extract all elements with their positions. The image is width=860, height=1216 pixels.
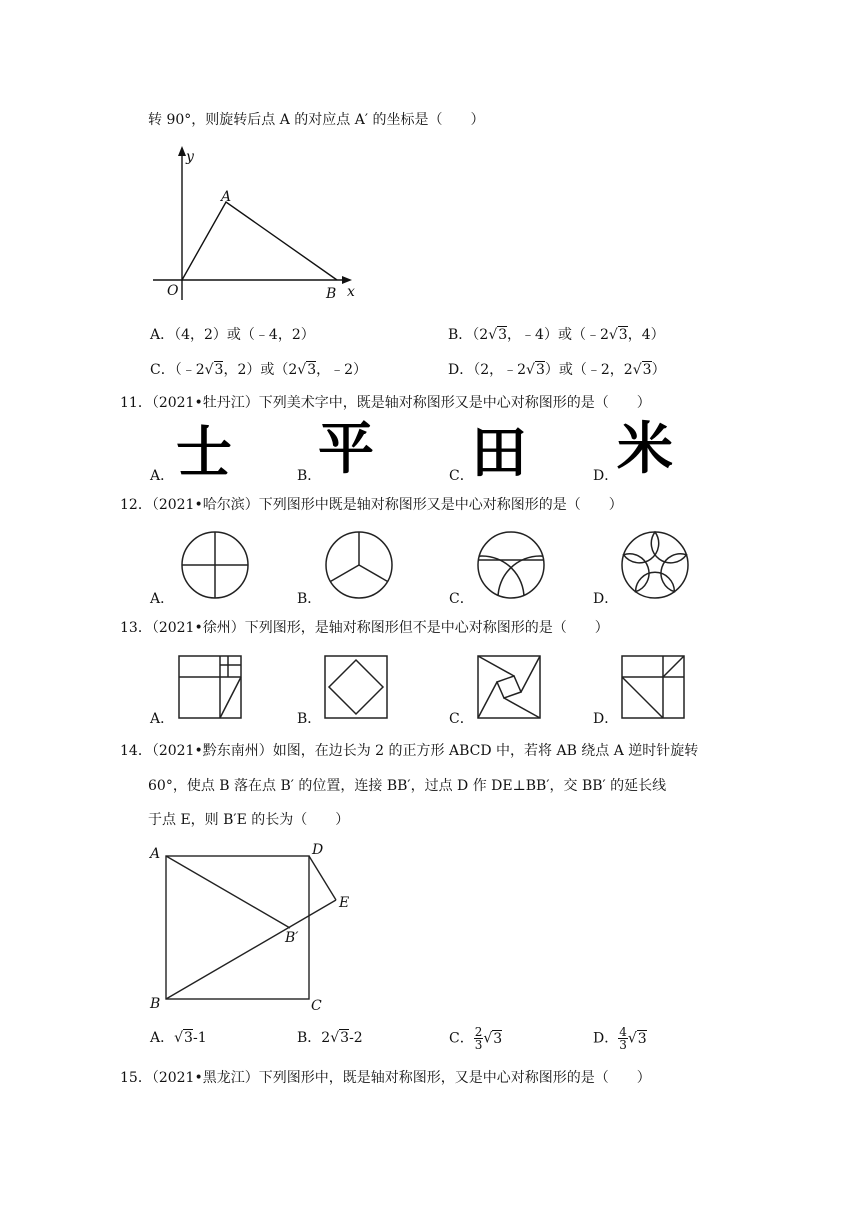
q14-fig-b-label: B (150, 996, 161, 1012)
q10-fig-x-label: x (347, 284, 355, 300)
q13-figure-a (178, 655, 242, 719)
q13-figure-b (324, 655, 388, 719)
q10-option-c: C．（﹣2√3，2）或（2√3，﹣2） (150, 362, 368, 378)
q13-stem: 13．（2021•徐州）下列图形，是轴对称图形但不是中心对称图形的是（ ） (120, 620, 609, 636)
q14-fig-d-label: D (312, 842, 324, 858)
q12-label-b: B． (297, 591, 322, 607)
q13-label-a: A． (150, 711, 175, 727)
q12-figure-b (324, 530, 394, 600)
q10-fig-a-label: A (221, 189, 232, 205)
q10-fig-b-label: B (326, 286, 337, 302)
q11-label-d: D． (593, 468, 619, 484)
q12-figure-d (620, 530, 690, 600)
q14-option-b: B．2√3-2 (297, 1030, 363, 1046)
q13-figure-c (477, 655, 541, 719)
q11-char-a: 士 (176, 421, 232, 486)
q11-label-a: A． (150, 468, 175, 484)
q10-fig-o-label: O (167, 283, 179, 299)
q11-label-c: C． (449, 468, 474, 484)
q14-option-c: C． $\frac{2}{3}$ √3 (449, 1025, 503, 1052)
q13-label-b: B． (297, 711, 322, 727)
q12-label-a: A． (150, 591, 175, 607)
q10-stem-tail: 转 90°，则旋转后点 A 的对应点 A′ 的坐标是（ ） (148, 112, 485, 128)
q10-option-b: B．（2√3，﹣4）或（﹣2√3，4） (448, 327, 665, 343)
q14-option-a: A．√3-1 (150, 1030, 207, 1046)
q14-figure (150, 845, 370, 1015)
q12-label-c: C． (449, 591, 474, 607)
q12-figure-a (180, 530, 250, 600)
q14-fig-c-label: C (311, 998, 322, 1014)
q13-figure-d (621, 655, 685, 719)
q14-stem-line1: 14．（2021•黔东南州）如图，在边长为 2 的正方形 ABCD 中，若将 AB 绕点 A 逆时针旋转 (120, 743, 699, 759)
q11-label-b: B． (297, 468, 322, 484)
q13-label-d: D． (593, 711, 619, 727)
q14-stem-line2: 60°，使点 B 落在点 B′ 的位置，连接 BB′，过点 D 作 DE⊥BB′，交 BB′ 的延长线 (148, 778, 667, 794)
q10-option-d: D．（2，﹣2√3）或（﹣2，2√3） (448, 362, 666, 378)
q12-figure-c (476, 530, 546, 600)
q11-char-b: 平 (318, 417, 374, 482)
q12-label-d: D． (593, 591, 619, 607)
q10-option-a: A．（4，2）或（﹣4，2） (150, 327, 315, 343)
q14-fig-a-label: A (150, 846, 161, 862)
q11-stem: 11．（2021•牡丹江）下列美术字中，既是轴对称图形又是中心对称图形的是（ ） (120, 395, 651, 411)
q12-stem: 12．（2021•哈尔滨）下列图形中既是轴对称图形又是中心对称图形的是（ ） (120, 497, 623, 513)
q14-fig-bp-label: B′ (285, 930, 299, 946)
q14-option-d: D． $\frac{4}{3}$ √3 (593, 1025, 647, 1052)
q13-label-c: C． (449, 711, 474, 727)
q11-char-c: 田 (471, 421, 527, 486)
q11-char-d: 米 (617, 417, 673, 482)
q10-fig-y-label: y (186, 149, 194, 165)
q14-stem-line3: 于点 E，则 B′E 的长为（ ） (148, 812, 350, 828)
q15-stem: 15．（2021•黑龙江）下列图形中，既是轴对称图形，又是中心对称图形的是（ ） (120, 1070, 651, 1086)
q14-fig-e-label: E (339, 895, 350, 911)
